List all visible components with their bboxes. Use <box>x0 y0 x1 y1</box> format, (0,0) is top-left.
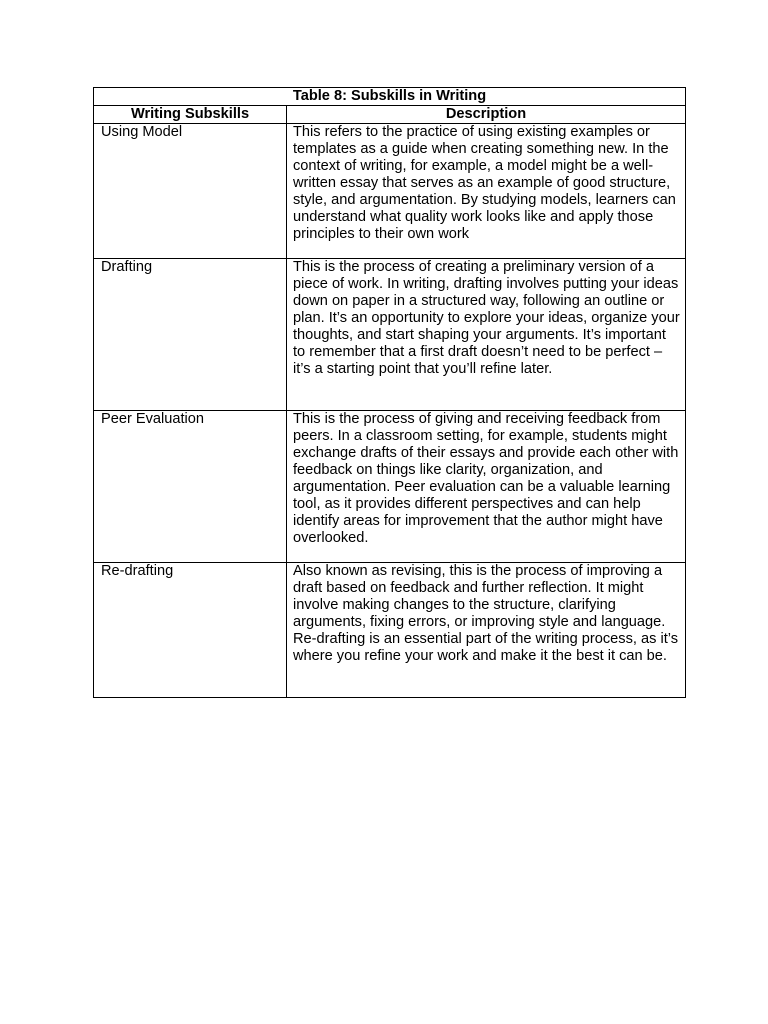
description-cell: This is the process of giving and receiving feedback from peers. In a classroom setting, for example, students might exchange drafts of their essays and provide each other with feedback on things like clarity, organization, and argumentation. Peer evaluation can be a valuable learning tool, as it provides different perspectives and can help identify areas for improvement that the author might have overlooked. <box>287 411 686 563</box>
subskills-table <box>93 87 686 698</box>
skill-cell: Using Model <box>94 124 287 259</box>
skill-cell: Peer Evaluation <box>94 411 287 563</box>
table-row <box>94 411 686 563</box>
table-row <box>94 563 686 698</box>
table-caption: Table 8: Subskills in Writing <box>94 88 686 106</box>
skill-cell: Drafting <box>94 259 287 411</box>
table-caption-row <box>94 88 686 106</box>
description-cell: Also known as revising, this is the process of improving a draft based on feedback and further reflection. It might involve making changes to the structure, clarifying arguments, fixing errors, or improving style and language. Re-drafting is an essential part of the writing process, as it’s where you refine your work and make it the best it can be. <box>287 563 686 698</box>
description-cell: This refers to the practice of using existing examples or templates as a guide when creating something new. In the context of writing, for example, a model might be a well-written essay that serves as an example of good structure, style, and argumentation. By studying models, learners can understand what quality work looks like and apply those principles to their own work <box>287 124 686 259</box>
header-description: Description <box>287 106 686 124</box>
table-row <box>94 259 686 411</box>
header-writing-subskills: Writing Subskills <box>94 106 287 124</box>
skill-cell: Re-drafting <box>94 563 287 698</box>
table-row <box>94 124 686 259</box>
table-header-row <box>94 106 686 124</box>
description-cell: This is the process of creating a preliminary version of a piece of work. In writing, drafting involves putting your ideas down on paper in a structured way, following an outline or plan. It’s an opportunity to explore your ideas, organize your thoughts, and start shaping your arguments. It’s important to remember that a first draft doesn’t need to be perfect – it’s a starting point that you’ll refine later. <box>287 259 686 411</box>
